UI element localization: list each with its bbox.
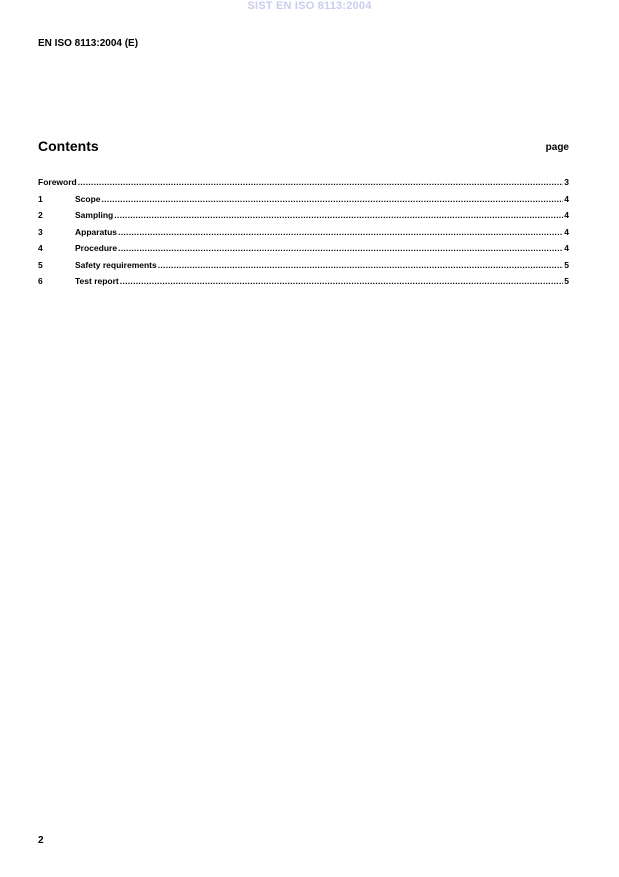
toc-entry-page: 4 — [564, 226, 569, 237]
toc-leader-dots — [118, 227, 563, 237]
toc-entry-test-report[interactable] — [38, 276, 569, 293]
toc-entry-page: 3 — [564, 177, 569, 187]
toc-entry-number: 5 — [38, 259, 43, 270]
toc-entry-page: 4 — [564, 243, 569, 253]
toc-leader-dots — [114, 210, 563, 220]
toc-entry-page: 4 — [564, 210, 569, 220]
toc-entry-label: Sampling — [75, 210, 114, 220]
toc-entry-safety-requirements[interactable] — [38, 260, 569, 277]
toc-entry-label: Safety requirements — [75, 259, 157, 270]
toc-entry-foreword[interactable] — [38, 177, 569, 194]
toc-leader-dots — [78, 177, 564, 187]
toc-entry-number: 4 — [38, 243, 43, 253]
toc-leader-dots — [120, 276, 563, 286]
toc-leader-dots — [102, 194, 564, 204]
toc-entry-number: 1 — [38, 193, 43, 204]
toc-entry-page: 5 — [564, 276, 569, 286]
toc-entry-label: Procedure — [75, 243, 118, 253]
toc-entry-number: 6 — [38, 276, 43, 286]
toc-entry-label: Apparatus — [75, 226, 118, 237]
toc-entry-scope[interactable] — [38, 194, 569, 211]
contents-title: Contents — [38, 138, 99, 154]
toc-entry-page: 4 — [564, 193, 569, 204]
toc-entry-apparatus[interactable] — [38, 227, 569, 244]
toc-entry-number: 3 — [38, 226, 43, 237]
toc-leader-dots — [118, 243, 563, 253]
toc-entry-procedure[interactable] — [38, 243, 569, 260]
document-id: EN ISO 8113:2004 (E) — [38, 38, 139, 49]
watermark: SIST EN ISO 8113:2004 — [247, 0, 372, 12]
toc-entry-sampling[interactable] — [38, 210, 569, 227]
table-of-contents — [38, 177, 569, 293]
toc-entry-page: 5 — [564, 259, 569, 270]
toc-entry-label: Scope — [75, 193, 101, 204]
toc-entry-label: Test report — [75, 276, 119, 286]
page-column-label: page — [545, 142, 569, 153]
toc-entry-label: Foreword — [38, 177, 77, 187]
footer-page-number: 2 — [38, 835, 44, 846]
toc-leader-dots — [158, 260, 564, 270]
toc-entry-number: 2 — [38, 210, 43, 220]
